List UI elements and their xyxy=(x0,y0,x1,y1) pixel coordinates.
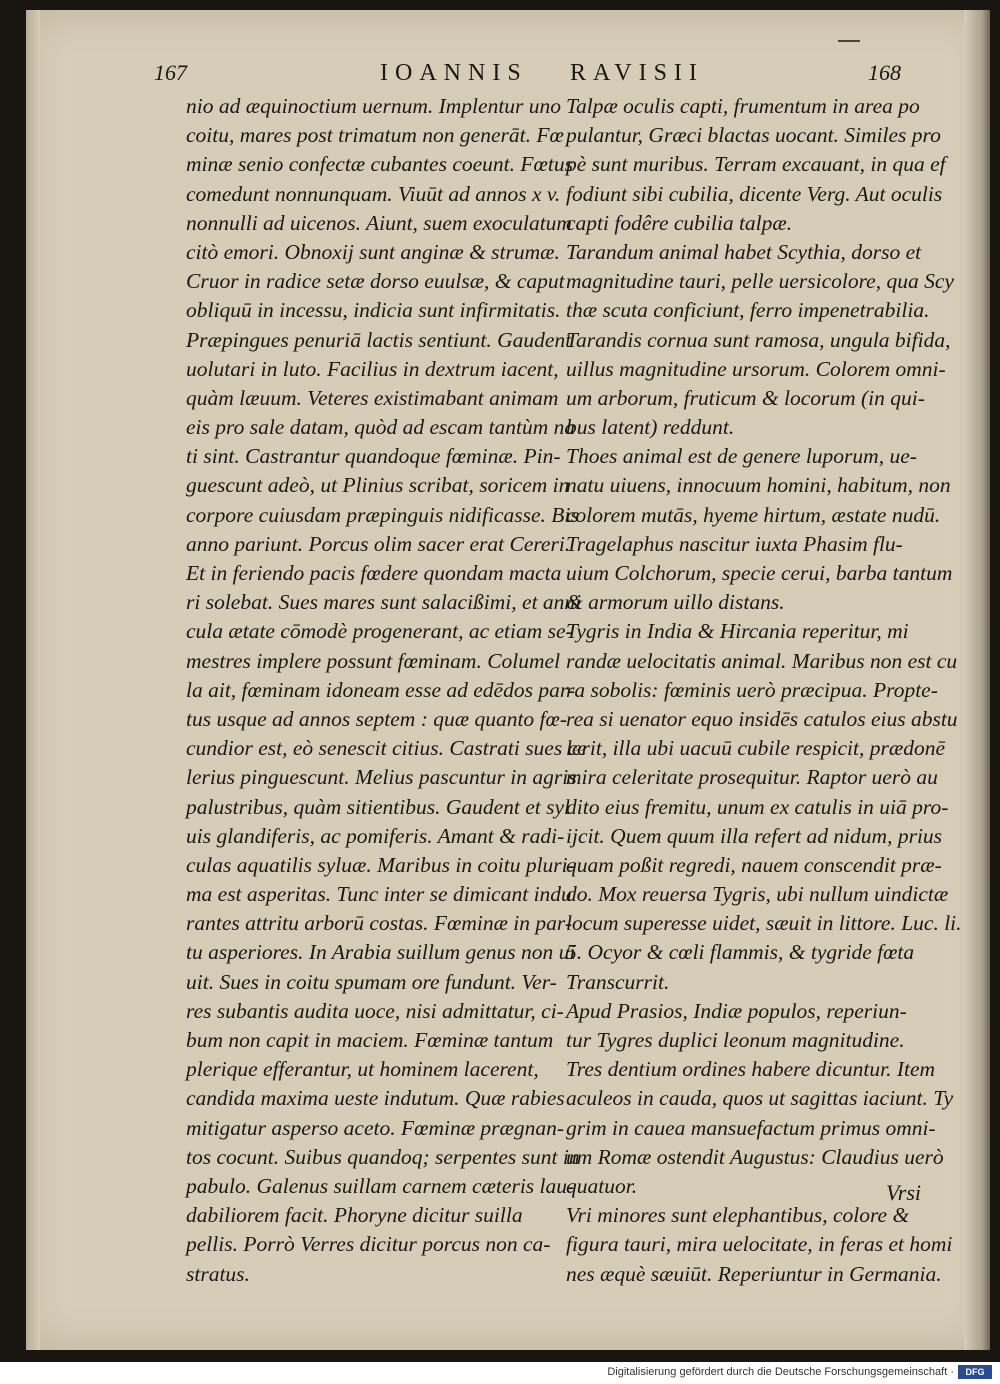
text-line: eis pro sale datam, quòd ad escam tantùm na xyxy=(186,415,576,440)
text-line: capti fodêre cubilia talpæ. xyxy=(566,210,793,235)
text-line: guescunt adeò, ut Plinius scribat, soricem in xyxy=(186,473,570,498)
text-line: nio ad æquinoctium uernum. Implentur uno xyxy=(186,94,562,118)
text-line: magnitudine tauri, pelle uersicolore, qua Scy xyxy=(566,269,954,294)
author-name-first: IOANNIS xyxy=(380,60,528,86)
text-line: citò emori. Obnoxij sunt anginæ & strumæ. xyxy=(186,239,560,264)
text-line: Talpæ oculis capti, frumentum in area po xyxy=(566,94,920,118)
text-line: & armorum uillo distans. xyxy=(566,590,785,615)
author-name-last: RAVISII xyxy=(570,60,704,86)
text-line: dabiliorem facit. Phoryne dicitur suilla xyxy=(186,1203,523,1228)
text-line: grim in cauea mansuefactum primus omni- xyxy=(566,1115,936,1140)
text-line: ma est asperitas. Tunc inter se dimicant indu xyxy=(186,882,572,907)
text-line: coitu, mares post trimatum non generāt. Fœ xyxy=(186,123,564,148)
page-edge xyxy=(964,10,990,1350)
funding-credit: Digitalisierung gefördert durch die Deutsche Forschungsgemeinschaft · xyxy=(607,1366,954,1378)
page-gutter xyxy=(26,10,40,1350)
text-line: quatuor. xyxy=(566,1173,638,1198)
text-line: Tygris in India & Hircania reperitur, mi xyxy=(566,619,909,644)
text-line: aculeos in cauda, quos ut sagittas iaciunt. Ty xyxy=(566,1086,954,1111)
text-line: um arborum, fruticum & locorum (in qui- xyxy=(566,385,925,410)
text-line: Thoes animal est de genere luporum, ue- xyxy=(566,444,917,469)
text-line: tu asperiores. In Arabia suillum genus non ui xyxy=(186,940,576,965)
page-mark xyxy=(838,40,860,42)
text-line: ri solebat. Sues mares sunt salacißimi, et anni xyxy=(186,590,582,615)
text-line: Tres dentium ordines habere dicuntur. Item xyxy=(566,1057,936,1082)
dfg-logo: DFG xyxy=(958,1365,992,1379)
text-line: Transcurrit. xyxy=(566,969,670,994)
text-line: Præpingues penuriā lactis sentiunt. Gaudent xyxy=(186,327,572,352)
text-line: uium Colchorum, specie cerui, barba tantum xyxy=(566,561,953,585)
text-line: pulantur, Græci blactas uocant. Similes pro xyxy=(566,123,941,148)
footer-bar xyxy=(0,1362,1000,1384)
text-line: ti sint. Castrantur quandoque fœminæ. Pin- xyxy=(186,444,561,469)
text-line: anno pariunt. Porcus olim sacer erat Cereri. xyxy=(186,531,571,556)
text-line: randæ uelocitatis animal. Maribus non est cu xyxy=(566,648,958,673)
text-line: rea si uenator equo insidēs catulos eius abstu xyxy=(566,706,958,731)
text-line: la ait, fœminam idoneam esse ad edēdos par- xyxy=(186,677,575,702)
text-line: Tarandis cornua sunt ramosa, ungula bifida, xyxy=(566,327,951,352)
text-line: bus latent) reddunt. xyxy=(566,415,735,440)
text-line: mestres implere possunt fœminam. Columel xyxy=(186,648,561,673)
text-line: nes æquè sæuiūt. Reperiuntur in Germania. xyxy=(566,1261,942,1286)
text-line: tus usque ad annos septem : quæ quanto fœ- xyxy=(186,706,568,731)
text-line: uillus magnitudine ursorum. Colorem omni- xyxy=(566,356,946,381)
text-line: Vri minores sunt elephantibus, colore & xyxy=(566,1203,910,1228)
text-line: mitigatur asperso aceto. Fœminæ prægnan- xyxy=(186,1115,565,1140)
text-line: quàm læuum. Veteres existimabant animam xyxy=(186,385,559,410)
text-line: 5. Ocyor & cœli flammis, & tygride fœta xyxy=(566,940,915,965)
text-line: figura tauri, mira uelocitate, in feras et homi xyxy=(566,1232,953,1257)
text-line: rantes attritu arborū costas. Fœminæ in par- xyxy=(186,911,573,936)
text-line: tur Tygres duplici leonum magnitudine. xyxy=(566,1028,905,1052)
catchword: Vrsi xyxy=(886,1180,922,1205)
folio-left: 167 xyxy=(154,60,187,85)
text-line: lerit, illa ubi uacuū cubile respicit, prædonē xyxy=(566,736,945,761)
text-line: pabulo. Galenus suillam carnem cæteris lau- xyxy=(186,1173,575,1198)
text-line: dito eius fremitu, unum ex catulis in uiā pro- xyxy=(566,794,949,819)
text-line: locum superesse uidet, sæuit in littore. Luc. li. xyxy=(566,911,962,936)
text-line: cula ætate cōmodè progenerant, ac etiam se- xyxy=(186,619,573,644)
text-line: uolutari in luto. Facilius in dextrum iacent, xyxy=(186,356,559,381)
text-line: lerius pinguescunt. Melius pascuntur in agris xyxy=(186,765,577,790)
text-line: colorem mutās, hyeme hirtum, æstate nudū. xyxy=(566,502,941,527)
text-line: candida maxima ueste indutum. Quæ rabies xyxy=(186,1086,565,1111)
text-line: Apud Prasios, Indiæ populos, reperiun- xyxy=(566,998,907,1023)
text-line: obliquū in incessu, indicia sunt infirmitatis. xyxy=(186,298,561,323)
text-line: do. Mox reuersa Tygris, ubi nullum uindictæ xyxy=(566,882,949,907)
text-column-left xyxy=(186,92,587,1289)
text-line: ijcit. Quem quum illa refert ad nidum, prius xyxy=(566,823,943,848)
running-head xyxy=(0,58,1000,94)
text-line: Tarandum animal habet Scythia, dorso et xyxy=(566,239,922,264)
text-line: res subantis audita uoce, nisi admittatur, ci- xyxy=(186,998,564,1023)
text-line: culas aquatilis syluæ. Maribus in coitu pluri- xyxy=(186,852,575,877)
text-line: um Romæ ostendit Augustus: Claudius uerò xyxy=(566,1144,944,1169)
text-line: mira celeritate prosequitur. Raptor uerò au xyxy=(566,765,938,790)
text-line: comedunt nonnunquam. Viuūt ad annos x v. xyxy=(186,181,561,206)
text-line: Et in feriendo pacis fœdere quondam macta xyxy=(186,561,562,585)
text-line: uis glandiferis, ac pomiferis. Amant & radi- xyxy=(186,823,565,848)
text-line: fodiunt sibi cubilia, dicente Verg. Aut oculis xyxy=(566,181,943,206)
text-line: minæ senio confectæ cubantes coeunt. Fœtus xyxy=(186,152,573,177)
text-line: corpore cuiusdam præpinguis nidificasse. Bis xyxy=(186,502,579,527)
text-line: uit. Sues in coitu spumam ore fundunt. Ver- xyxy=(186,969,557,994)
text-column-right xyxy=(566,92,962,1289)
folio-right: 168 xyxy=(868,60,901,85)
text-line: ra sobolis: fœminis uerò præcipua. Propte- xyxy=(566,677,938,702)
text-line: cundior est, eò senescit citius. Castrati sues ce xyxy=(186,736,587,761)
text-line: pè sunt muribus. Terram excauant, in qua ef xyxy=(566,152,946,177)
text-line: nonnulli ad uicenos. Aiunt, suem exoculatum xyxy=(186,210,572,235)
text-line: palustribus, quàm sitientibus. Gaudent et syl xyxy=(186,794,571,819)
text-line: Cruor in radice setæ dorso euulsæ, & caput xyxy=(186,269,565,294)
text-line: plerique efferantur, ut hominem lacerent, xyxy=(186,1057,539,1082)
text-line: pellis. Porrò Verres dicitur porcus non ca- xyxy=(186,1232,551,1257)
text-line: thæ scuta conficiunt, ferro impenetrabilia. xyxy=(566,298,930,323)
text-line: Tragelaphus nascitur iuxta Phasim flu- xyxy=(566,531,903,556)
text-line: natu uiuens, innocuum homini, habitum, non xyxy=(566,473,951,498)
text-line: tos cocunt. Suibus quandoq; serpentes sunt in xyxy=(186,1144,580,1169)
text-line: stratus. xyxy=(186,1261,250,1286)
text-line: bum non capit in maciem. Fœminæ tantum xyxy=(186,1028,554,1052)
text-line: quam poßit regredi, nauem conscendit præ- xyxy=(566,852,942,877)
